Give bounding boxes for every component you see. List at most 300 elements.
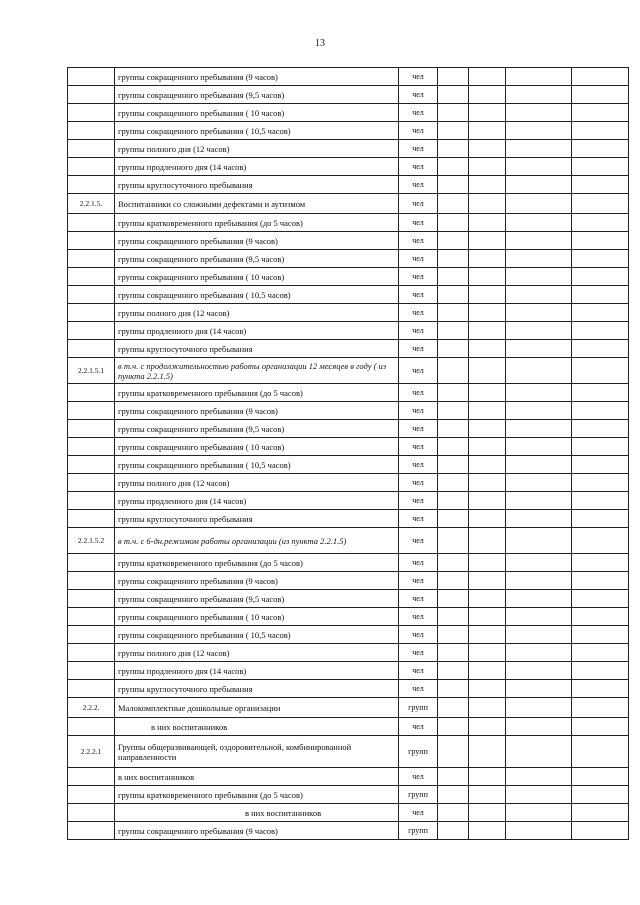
row-indicator: группы полного дня (12 часов) — [115, 140, 399, 158]
value-cell[interactable] — [572, 804, 629, 822]
value-cell[interactable] — [506, 786, 572, 804]
value-cell[interactable] — [438, 680, 469, 698]
value-cell[interactable] — [469, 698, 506, 718]
row-indicator: группы сокращенного пребывания (9 часов) — [115, 822, 399, 840]
row-indicator: Воспитанники со сложными дефектами и аутизмом — [115, 194, 399, 214]
row-unit: чел — [399, 340, 438, 358]
row-unit: чел — [399, 608, 438, 626]
value-cell[interactable] — [438, 214, 469, 232]
value-cell[interactable] — [506, 662, 572, 680]
row-indicator: группы продленного дня (14 часов) — [115, 662, 399, 680]
table-row — [68, 268, 629, 286]
value-cell[interactable] — [438, 86, 469, 104]
row-indicator: группы сокращенного пребывания (9 часов) — [115, 232, 399, 250]
value-cell[interactable] — [506, 340, 572, 358]
value-cell[interactable] — [506, 698, 572, 718]
value-cell[interactable] — [438, 474, 469, 492]
row-indicator: группы сокращенного пребывания ( 10,5 часов) — [115, 122, 399, 140]
value-cell[interactable] — [506, 456, 572, 474]
row-indicator: в них воспитанников — [115, 804, 399, 822]
table-row — [68, 322, 629, 340]
table-row — [68, 736, 629, 768]
value-cell[interactable] — [438, 104, 469, 122]
value-cell[interactable] — [438, 554, 469, 572]
row-unit: чел — [399, 384, 438, 402]
value-cell[interactable] — [572, 304, 629, 322]
value-cell[interactable] — [438, 402, 469, 420]
value-cell[interactable] — [469, 194, 506, 214]
row-unit: чел — [399, 420, 438, 438]
value-cell[interactable] — [469, 572, 506, 590]
value-cell[interactable] — [469, 122, 506, 140]
value-cell[interactable] — [469, 286, 506, 304]
value-cell[interactable] — [438, 194, 469, 214]
value-cell[interactable] — [572, 786, 629, 804]
value-cell[interactable] — [506, 402, 572, 420]
value-cell[interactable] — [438, 698, 469, 718]
value-cell[interactable] — [506, 194, 572, 214]
value-cell[interactable] — [572, 572, 629, 590]
value-cell[interactable] — [572, 590, 629, 608]
row-unit: чел — [399, 86, 438, 104]
row-indicator: группы сокращенного пребывания (9 часов) — [115, 402, 399, 420]
row-indicator: группы кратковременного пребывания (до 5 часов) — [115, 384, 399, 402]
value-cell[interactable] — [469, 104, 506, 122]
table-row — [68, 510, 629, 528]
row-unit: чел — [399, 718, 438, 736]
value-cell[interactable] — [469, 438, 506, 456]
table-row — [68, 590, 629, 608]
row-number — [68, 822, 115, 840]
value-cell[interactable] — [469, 176, 506, 194]
value-cell[interactable] — [506, 176, 572, 194]
row-unit: чел — [399, 104, 438, 122]
value-cell[interactable] — [572, 286, 629, 304]
value-cell[interactable] — [506, 822, 572, 840]
row-number — [68, 510, 115, 528]
table-row — [68, 214, 629, 232]
value-cell[interactable] — [506, 286, 572, 304]
row-number — [68, 384, 115, 402]
value-cell[interactable] — [572, 176, 629, 194]
value-cell[interactable] — [506, 554, 572, 572]
value-cell[interactable] — [506, 140, 572, 158]
value-cell[interactable] — [506, 572, 572, 590]
value-cell[interactable] — [506, 322, 572, 340]
row-number — [68, 286, 115, 304]
value-cell[interactable] — [438, 384, 469, 402]
row-number — [68, 250, 115, 268]
value-cell[interactable] — [469, 340, 506, 358]
row-number: 2.2.1.5.1 — [68, 358, 115, 384]
table-row — [68, 662, 629, 680]
value-cell[interactable] — [438, 492, 469, 510]
row-indicator: Малокомплектные дошкольные организации — [115, 698, 399, 718]
value-cell[interactable] — [506, 420, 572, 438]
value-cell[interactable] — [438, 590, 469, 608]
value-cell[interactable] — [506, 214, 572, 232]
row-unit: групп — [399, 736, 438, 768]
value-cell[interactable] — [469, 662, 506, 680]
value-cell[interactable] — [469, 528, 506, 554]
value-cell[interactable] — [469, 608, 506, 626]
table-row — [68, 286, 629, 304]
value-cell[interactable] — [572, 822, 629, 840]
table-row — [68, 420, 629, 438]
value-cell[interactable] — [506, 232, 572, 250]
value-cell[interactable] — [438, 304, 469, 322]
table-row — [68, 384, 629, 402]
value-cell[interactable] — [469, 590, 506, 608]
value-cell[interactable] — [469, 510, 506, 528]
value-cell[interactable] — [506, 304, 572, 322]
row-number — [68, 456, 115, 474]
statistics-table — [67, 67, 629, 840]
value-cell[interactable] — [506, 804, 572, 822]
row-unit: чел — [399, 572, 438, 590]
value-cell[interactable] — [469, 304, 506, 322]
table-row — [68, 698, 629, 718]
value-cell[interactable] — [438, 804, 469, 822]
value-cell[interactable] — [469, 250, 506, 268]
value-cell[interactable] — [506, 268, 572, 286]
value-cell[interactable] — [438, 768, 469, 786]
value-cell[interactable] — [506, 736, 572, 768]
value-cell[interactable] — [572, 68, 629, 86]
row-number: 2.2.1.5. — [68, 194, 115, 214]
row-unit: чел — [399, 304, 438, 322]
value-cell[interactable] — [438, 340, 469, 358]
table-row — [68, 158, 629, 176]
value-cell[interactable] — [506, 384, 572, 402]
value-cell[interactable] — [572, 626, 629, 644]
value-cell[interactable] — [572, 86, 629, 104]
table-row — [68, 680, 629, 698]
table-row — [68, 304, 629, 322]
value-cell[interactable] — [469, 736, 506, 768]
row-number — [68, 322, 115, 340]
value-cell[interactable] — [469, 554, 506, 572]
value-cell[interactable] — [438, 322, 469, 340]
value-cell[interactable] — [438, 644, 469, 662]
table-row — [68, 608, 629, 626]
value-cell[interactable] — [438, 250, 469, 268]
value-cell[interactable] — [438, 662, 469, 680]
value-cell[interactable] — [438, 122, 469, 140]
value-cell[interactable] — [572, 510, 629, 528]
row-number — [68, 718, 115, 736]
value-cell[interactable] — [438, 286, 469, 304]
row-indicator: группы сокращенного пребывания ( 10 часов) — [115, 608, 399, 626]
value-cell[interactable] — [438, 608, 469, 626]
row-number — [68, 492, 115, 510]
row-indicator: группы сокращенного пребывания (9,5 часов) — [115, 86, 399, 104]
row-number — [68, 304, 115, 322]
table-row — [68, 804, 629, 822]
table-row — [68, 786, 629, 804]
value-cell[interactable] — [506, 608, 572, 626]
value-cell[interactable] — [572, 644, 629, 662]
row-unit: чел — [399, 158, 438, 176]
value-cell[interactable] — [469, 268, 506, 286]
row-unit: чел — [399, 768, 438, 786]
value-cell[interactable] — [506, 718, 572, 736]
value-cell[interactable] — [438, 438, 469, 456]
value-cell[interactable] — [572, 492, 629, 510]
value-cell[interactable] — [469, 158, 506, 176]
row-unit: чел — [399, 554, 438, 572]
value-cell[interactable] — [438, 176, 469, 194]
row-number — [68, 420, 115, 438]
value-cell[interactable] — [438, 158, 469, 176]
value-cell[interactable] — [469, 804, 506, 822]
row-unit: чел — [399, 286, 438, 304]
row-unit: чел — [399, 590, 438, 608]
row-unit: чел — [399, 194, 438, 214]
row-unit: чел — [399, 232, 438, 250]
row-indicator: группы полного дня (12 часов) — [115, 644, 399, 662]
value-cell[interactable] — [572, 474, 629, 492]
value-cell[interactable] — [469, 474, 506, 492]
row-number: 2.2.2. — [68, 698, 115, 718]
value-cell[interactable] — [469, 718, 506, 736]
value-cell[interactable] — [572, 662, 629, 680]
value-cell[interactable] — [506, 528, 572, 554]
row-unit: чел — [399, 528, 438, 554]
value-cell[interactable] — [506, 492, 572, 510]
value-cell[interactable] — [438, 736, 469, 768]
row-number: 2.2.2.1 — [68, 736, 115, 768]
value-cell[interactable] — [469, 492, 506, 510]
table-row — [68, 438, 629, 456]
value-cell[interactable] — [506, 680, 572, 698]
row-indicator: Группы общеразвивающей, оздоровительной, комбинированной направленности — [115, 736, 399, 768]
page-number: 13 — [315, 38, 325, 49]
row-unit: чел — [399, 140, 438, 158]
value-cell[interactable] — [438, 626, 469, 644]
row-unit: чел — [399, 68, 438, 86]
value-cell[interactable] — [506, 68, 572, 86]
row-indicator: группы сокращенного пребывания ( 10 часов) — [115, 438, 399, 456]
value-cell[interactable] — [469, 626, 506, 644]
value-cell[interactable] — [438, 510, 469, 528]
table-row — [68, 822, 629, 840]
value-cell[interactable] — [506, 86, 572, 104]
row-number — [68, 554, 115, 572]
value-cell[interactable] — [572, 268, 629, 286]
row-indicator: группы кратковременного пребывания (до 5 часов) — [115, 786, 399, 804]
row-indicator: группы сокращенного пребывания (9,5 часов) — [115, 420, 399, 438]
value-cell[interactable] — [506, 590, 572, 608]
row-indicator: группы круглосуточного пребывания — [115, 340, 399, 358]
row-number — [68, 680, 115, 698]
value-cell[interactable] — [469, 786, 506, 804]
row-number — [68, 122, 115, 140]
value-cell[interactable] — [469, 322, 506, 340]
value-cell[interactable] — [438, 420, 469, 438]
row-indicator: группы полного дня (12 часов) — [115, 304, 399, 322]
row-number — [68, 176, 115, 194]
row-unit: чел — [399, 680, 438, 698]
value-cell[interactable] — [572, 698, 629, 718]
value-cell[interactable] — [469, 768, 506, 786]
row-number — [68, 768, 115, 786]
value-cell[interactable] — [506, 122, 572, 140]
value-cell[interactable] — [572, 214, 629, 232]
row-indicator: группы продленного дня (14 часов) — [115, 158, 399, 176]
row-number — [68, 232, 115, 250]
row-unit: чел — [399, 214, 438, 232]
row-indicator: группы продленного дня (14 часов) — [115, 492, 399, 510]
row-unit: чел — [399, 122, 438, 140]
value-cell[interactable] — [572, 420, 629, 438]
row-unit: чел — [399, 662, 438, 680]
value-cell[interactable] — [506, 438, 572, 456]
value-cell[interactable] — [469, 402, 506, 420]
row-indicator: группы сокращенного пребывания ( 10 часов) — [115, 268, 399, 286]
table-row — [68, 104, 629, 122]
row-indicator: группы сокращенного пребывания ( 10 часов) — [115, 104, 399, 122]
row-indicator: группы сокращенного пребывания ( 10,5 часов) — [115, 456, 399, 474]
value-cell[interactable] — [572, 250, 629, 268]
value-cell[interactable] — [572, 122, 629, 140]
value-cell[interactable] — [572, 194, 629, 214]
value-cell[interactable] — [572, 528, 629, 554]
value-cell[interactable] — [469, 644, 506, 662]
value-cell[interactable] — [506, 644, 572, 662]
value-cell[interactable] — [572, 718, 629, 736]
row-number: 2.2.1.5.2 — [68, 528, 115, 554]
value-cell[interactable] — [572, 736, 629, 768]
row-number — [68, 214, 115, 232]
value-cell[interactable] — [506, 474, 572, 492]
value-cell[interactable] — [506, 358, 572, 384]
table-row — [68, 250, 629, 268]
value-cell[interactable] — [572, 768, 629, 786]
value-cell[interactable] — [572, 340, 629, 358]
value-cell[interactable] — [469, 680, 506, 698]
row-number — [68, 104, 115, 122]
value-cell[interactable] — [469, 232, 506, 250]
value-cell[interactable] — [572, 456, 629, 474]
value-cell[interactable] — [572, 158, 629, 176]
value-cell[interactable] — [572, 608, 629, 626]
value-cell[interactable] — [469, 68, 506, 86]
value-cell[interactable] — [469, 86, 506, 104]
row-number — [68, 644, 115, 662]
row-unit: групп — [399, 786, 438, 804]
table-row — [68, 340, 629, 358]
value-cell[interactable] — [572, 438, 629, 456]
row-indicator: группы сокращенного пребывания (9 часов) — [115, 68, 399, 86]
table-row — [68, 402, 629, 420]
table-row — [68, 86, 629, 104]
row-indicator: группы сокращенного пребывания (9,5 часов) — [115, 590, 399, 608]
value-cell[interactable] — [572, 322, 629, 340]
row-number — [68, 786, 115, 804]
value-cell[interactable] — [438, 528, 469, 554]
table-row — [68, 572, 629, 590]
value-cell[interactable] — [506, 768, 572, 786]
row-number — [68, 140, 115, 158]
table-row — [68, 492, 629, 510]
row-unit: чел — [399, 510, 438, 528]
value-cell[interactable] — [438, 718, 469, 736]
row-unit: чел — [399, 804, 438, 822]
row-indicator: группы кратковременного пребывания (до 5 часов) — [115, 214, 399, 232]
value-cell[interactable] — [572, 402, 629, 420]
table-row — [68, 194, 629, 214]
value-cell[interactable] — [469, 140, 506, 158]
value-cell[interactable] — [438, 786, 469, 804]
value-cell[interactable] — [572, 384, 629, 402]
table-row — [68, 474, 629, 492]
value-cell[interactable] — [469, 420, 506, 438]
value-cell[interactable] — [572, 104, 629, 122]
row-number — [68, 68, 115, 86]
row-unit: чел — [399, 402, 438, 420]
row-indicator: группы кратковременного пребывания (до 5 часов) — [115, 554, 399, 572]
table-row — [68, 528, 629, 554]
row-number — [68, 572, 115, 590]
table-row — [68, 456, 629, 474]
value-cell[interactable] — [572, 554, 629, 572]
row-unit: чел — [399, 474, 438, 492]
value-cell[interactable] — [438, 572, 469, 590]
table-row — [68, 626, 629, 644]
table-row — [68, 68, 629, 86]
value-cell[interactable] — [506, 250, 572, 268]
row-number — [68, 474, 115, 492]
value-cell[interactable] — [438, 358, 469, 384]
value-cell[interactable] — [572, 680, 629, 698]
row-indicator: в них воспитанников — [115, 768, 399, 786]
table-row — [68, 554, 629, 572]
value-cell[interactable] — [438, 140, 469, 158]
value-cell[interactable] — [438, 822, 469, 840]
value-cell[interactable] — [572, 140, 629, 158]
row-indicator: группы круглосуточного пребывания — [115, 680, 399, 698]
row-number — [68, 438, 115, 456]
row-indicator: группы сокращенного пребывания (9 часов) — [115, 572, 399, 590]
value-cell[interactable] — [469, 358, 506, 384]
value-cell[interactable] — [506, 104, 572, 122]
row-number — [68, 804, 115, 822]
table-row — [68, 358, 629, 384]
table-row — [68, 718, 629, 736]
value-cell[interactable] — [438, 456, 469, 474]
row-number — [68, 402, 115, 420]
value-cell[interactable] — [572, 232, 629, 250]
table-row — [68, 140, 629, 158]
value-cell[interactable] — [438, 232, 469, 250]
value-cell[interactable] — [469, 214, 506, 232]
value-cell[interactable] — [469, 456, 506, 474]
value-cell[interactable] — [506, 158, 572, 176]
row-indicator: группы сокращенного пребывания ( 10,5 часов) — [115, 626, 399, 644]
value-cell[interactable] — [506, 626, 572, 644]
value-cell[interactable] — [469, 384, 506, 402]
row-indicator: группы сокращенного пребывания ( 10,5 часов) — [115, 286, 399, 304]
value-cell[interactable] — [506, 510, 572, 528]
value-cell[interactable] — [469, 822, 506, 840]
value-cell[interactable] — [572, 358, 629, 384]
value-cell[interactable] — [438, 68, 469, 86]
value-cell[interactable] — [438, 268, 469, 286]
row-unit: чел — [399, 644, 438, 662]
row-indicator: группы круглосуточного пребывания — [115, 510, 399, 528]
row-indicator: группы полного дня (12 часов) — [115, 474, 399, 492]
